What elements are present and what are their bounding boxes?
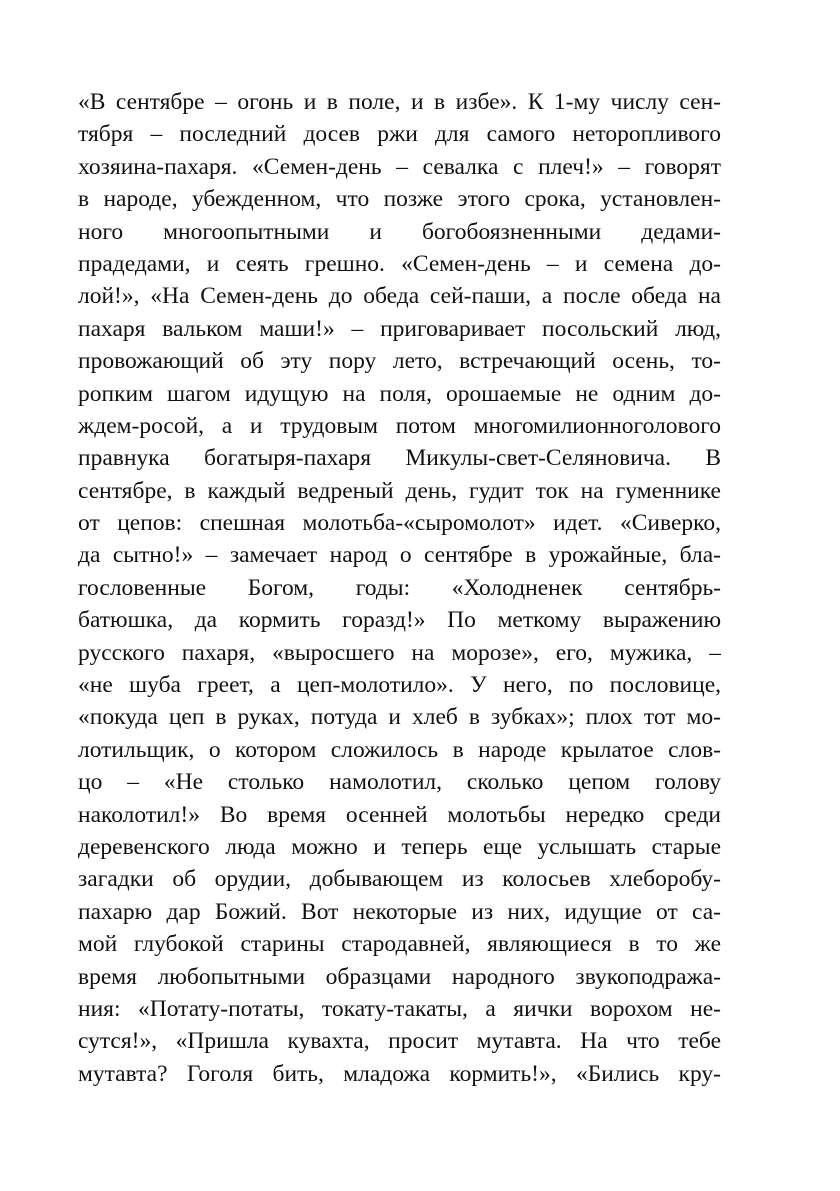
text-line: пахарю дар Божий. Вот некоторые из них, идущие от са-	[78, 898, 721, 925]
text-line: наколотил!» Во время осенней молотьбы нередко среди	[78, 801, 721, 828]
text-line: ропким шагом идущую на поля, орошаемые не одним до-	[78, 380, 721, 407]
text-line: да сытно!» – замечает народ о сентябре в урожайные, бла-	[78, 542, 721, 569]
text-line: сутся!», «Пришла кувахта, просит мутавта. На что тебе	[78, 1028, 721, 1055]
text-line: ния: «Потату-потаты, токату-такаты, а яички ворохом не-	[78, 995, 721, 1022]
text-line: провожающий об эту пору лето, встречающий осень, то-	[78, 348, 721, 375]
text-line: время любопытными образцами народного звукоподража-	[78, 963, 721, 990]
text-page	[78, 86, 721, 1090]
text-line: пахаря вальком маши!» – приговаривает посольский люд,	[78, 315, 721, 342]
text-line: русского пахаря, «выросшего на морозе», его, мужика, –	[78, 639, 721, 666]
text-line: лотильщик, о котором сложилось в народе крылатое слов-	[78, 736, 721, 763]
text-line: мой глубокой старины стародавней, являющиеся в то же	[78, 931, 721, 958]
text-line: загадки об орудии, добывающем из колосьев хлеборобу-	[78, 866, 721, 893]
text-line: деревенского люда можно и теперь еще услышать старые	[78, 833, 721, 860]
text-line: ждем-росой, а и трудовым потом многомилионноголового	[78, 412, 721, 439]
text-line: «В сентябре – огонь и в поле, и в избе». К 1-му числу сен-	[78, 89, 721, 115]
text-line: в народе, убежденном, что позже этого срока, установлен-	[78, 186, 721, 213]
text-line: гословенные Богом, годы: «Холодненек сентябрь-	[78, 574, 721, 601]
text-line: «не шуба греет, а цеп-молотило». У него, по пословице,	[78, 672, 721, 699]
text-line: от цепов: спешная молотьба-«сыромолот» идет. «Сиверко,	[78, 510, 721, 537]
text-line: прадедами, и сеять грешно. «Семен-день – и семена до-	[78, 250, 721, 277]
text-line: хозяина-пахаря. «Семен-день – севалка с плеч!» – говорят	[78, 153, 721, 180]
text-line: ного многоопытными и богобоязненными дедами-	[78, 218, 721, 245]
text-line: сентябре, в каждый ведреный день, гудит ток на гуменнике	[78, 477, 721, 504]
text-line: тября – последний досев ржи для самого неторопливого	[78, 121, 721, 148]
text-line: лой!», «На Семен-день до обеда сей-паши, а после обеда на	[78, 283, 721, 310]
text-line: правнука богатыря-пахаря Микулы-свет-Селяновича. В	[78, 445, 721, 472]
text-line: цо – «Не столько намолотил, сколько цепом голову	[78, 769, 721, 796]
text-line: мутавта? Гоголя бить, младожа кормить!», «Бились кру-	[78, 1060, 721, 1087]
text-line: «покуда цеп в руках, потуда и хлеб в зубках»; плох тот мо-	[78, 704, 721, 731]
text-line: батюшка, да кормить горазд!» По меткому выражению	[78, 607, 721, 634]
